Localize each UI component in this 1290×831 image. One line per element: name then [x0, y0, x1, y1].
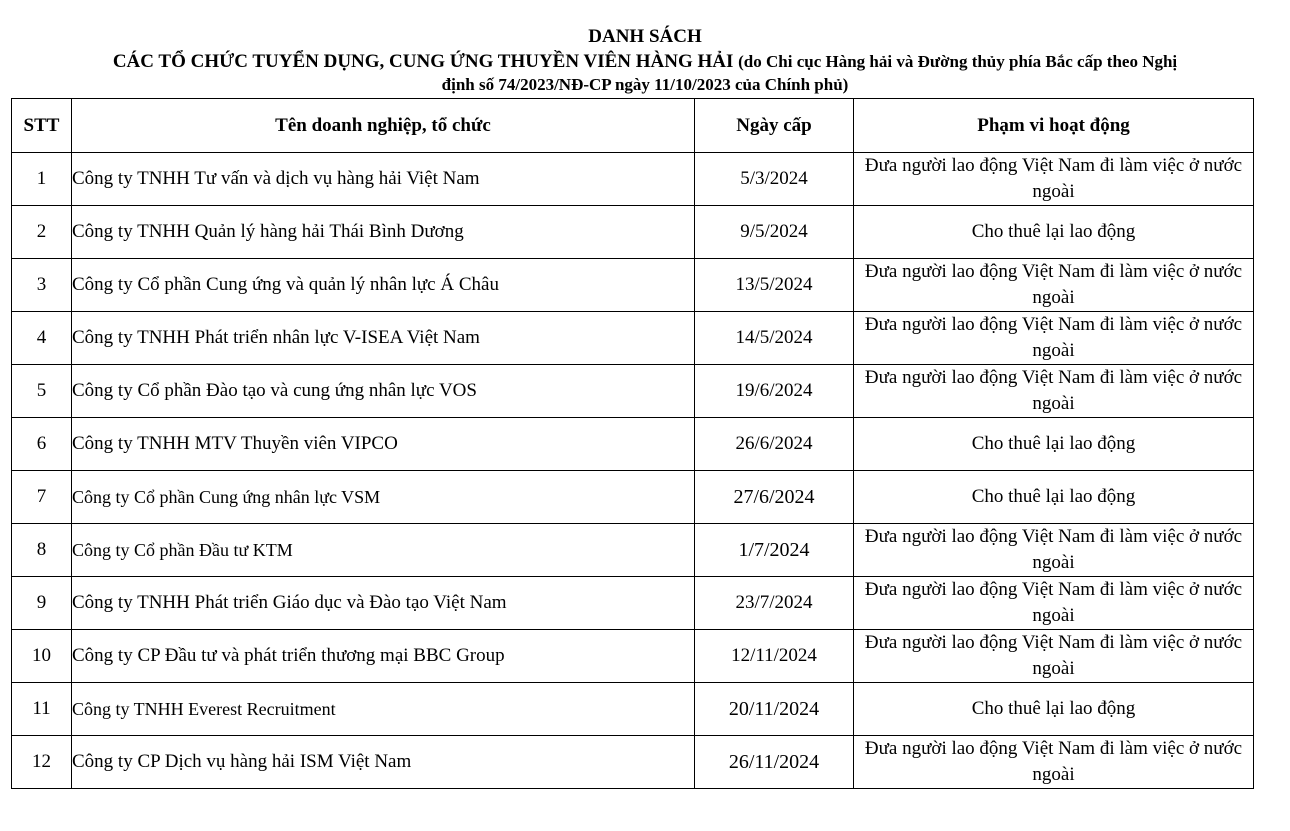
row-date: 9/5/2024 [695, 206, 854, 259]
row-name: Công ty TNHH Everest Recruitment [72, 683, 695, 736]
table-row [12, 259, 1254, 312]
row-stt: 11 [12, 683, 72, 736]
row-scope: Cho thuê lại lao động [854, 471, 1254, 524]
header-date: Ngày cấp [695, 99, 854, 153]
row-name: Công ty TNHH Quản lý hàng hải Thái Bình Dương [72, 206, 695, 259]
row-name: Công ty TNHH Tư vấn và dịch vụ hàng hải Việt Nam [72, 153, 695, 206]
table-header-row [12, 99, 1254, 153]
row-date: 1/7/2024 [695, 524, 854, 577]
row-scope: Cho thuê lại lao động [854, 683, 1254, 736]
row-stt: 6 [12, 418, 72, 471]
table-row [12, 683, 1254, 736]
title-heading: DANH SÁCH [588, 26, 702, 47]
table-row [12, 206, 1254, 259]
row-date: 26/11/2024 [695, 736, 854, 789]
table-row [12, 736, 1254, 789]
row-stt: 8 [12, 524, 72, 577]
row-date: 27/6/2024 [695, 471, 854, 524]
row-stt: 5 [12, 365, 72, 418]
header-name: Tên doanh nghiệp, tổ chức [72, 99, 695, 153]
row-name: Công ty CP Dịch vụ hàng hải ISM Việt Nam [72, 736, 695, 789]
table-row [12, 524, 1254, 577]
row-date: 13/5/2024 [695, 259, 854, 312]
row-scope: Đưa người lao động Việt Nam đi làm việc ở nước ngoài [854, 524, 1254, 577]
title-main: CÁC TỔ CHỨC TUYỂN DỤNG, CUNG ỨNG THUYỀN VIÊN HÀNG HẢI [112, 51, 734, 72]
row-stt: 12 [12, 736, 72, 789]
table-row [12, 312, 1254, 365]
row-date: 23/7/2024 [695, 577, 854, 630]
row-date: 20/11/2024 [695, 683, 854, 736]
row-scope: Đưa người lao động Việt Nam đi làm việc ở nước ngoài [854, 630, 1254, 683]
table-row [12, 471, 1254, 524]
row-stt: 1 [12, 153, 72, 206]
row-date: 12/11/2024 [695, 630, 854, 683]
row-name: Công ty Cổ phần Cung ứng nhân lực VSM [72, 471, 695, 524]
row-scope: Đưa người lao động Việt Nam đi làm việc ở nước ngoài [854, 153, 1254, 206]
title-note: (do Chi cục Hàng hải và Đường thủy phía Bắc cấp theo Nghị [738, 52, 1178, 71]
title-subheading [0, 49, 1290, 74]
row-stt: 4 [12, 312, 72, 365]
row-scope: Đưa người lao động Việt Nam đi làm việc ở nước ngoài [854, 365, 1254, 418]
header-stt: STT [12, 99, 72, 153]
row-name: Công ty CP Đầu tư và phát triển thương mại BBC Group [72, 630, 695, 683]
table-row [12, 365, 1254, 418]
organization-table [11, 98, 1254, 789]
row-name: Công ty Cổ phần Đào tạo và cung ứng nhân lực VOS [72, 365, 695, 418]
row-name: Công ty TNHH Phát triển nhân lực V-ISEA Việt Nam [72, 312, 695, 365]
row-stt: 9 [12, 577, 72, 630]
row-stt: 3 [12, 259, 72, 312]
row-scope: Đưa người lao động Việt Nam đi làm việc ở nước ngoài [854, 736, 1254, 789]
row-name: Công ty TNHH MTV Thuyền viên VIPCO [72, 418, 695, 471]
row-scope: Đưa người lao động Việt Nam đi làm việc ở nước ngoài [854, 577, 1254, 630]
row-scope: Đưa người lao động Việt Nam đi làm việc ở nước ngoài [854, 312, 1254, 365]
table-row [12, 418, 1254, 471]
table-row [12, 577, 1254, 630]
row-stt: 2 [12, 206, 72, 259]
table-row [12, 153, 1254, 206]
row-scope: Đưa người lao động Việt Nam đi làm việc ở nước ngoài [854, 259, 1254, 312]
row-date: 5/3/2024 [695, 153, 854, 206]
row-name: Công ty Cổ phần Cung ứng và quản lý nhân lực Á Châu [72, 259, 695, 312]
row-scope: Cho thuê lại lao động [854, 206, 1254, 259]
title-note-continued: định số 74/2023/NĐ-CP ngày 11/10/2023 của Chính phủ) [441, 75, 849, 94]
row-name: Công ty TNHH Phát triển Giáo dục và Đào tạo Việt Nam [72, 577, 695, 630]
row-date: 26/6/2024 [695, 418, 854, 471]
document-title [0, 24, 1290, 96]
table-row [12, 630, 1254, 683]
row-stt: 10 [12, 630, 72, 683]
row-name: Công ty Cổ phần Đầu tư KTM [72, 524, 695, 577]
row-stt: 7 [12, 471, 72, 524]
row-date: 14/5/2024 [695, 312, 854, 365]
row-scope: Cho thuê lại lao động [854, 418, 1254, 471]
header-scope: Phạm vi hoạt động [854, 99, 1254, 153]
row-date: 19/6/2024 [695, 365, 854, 418]
